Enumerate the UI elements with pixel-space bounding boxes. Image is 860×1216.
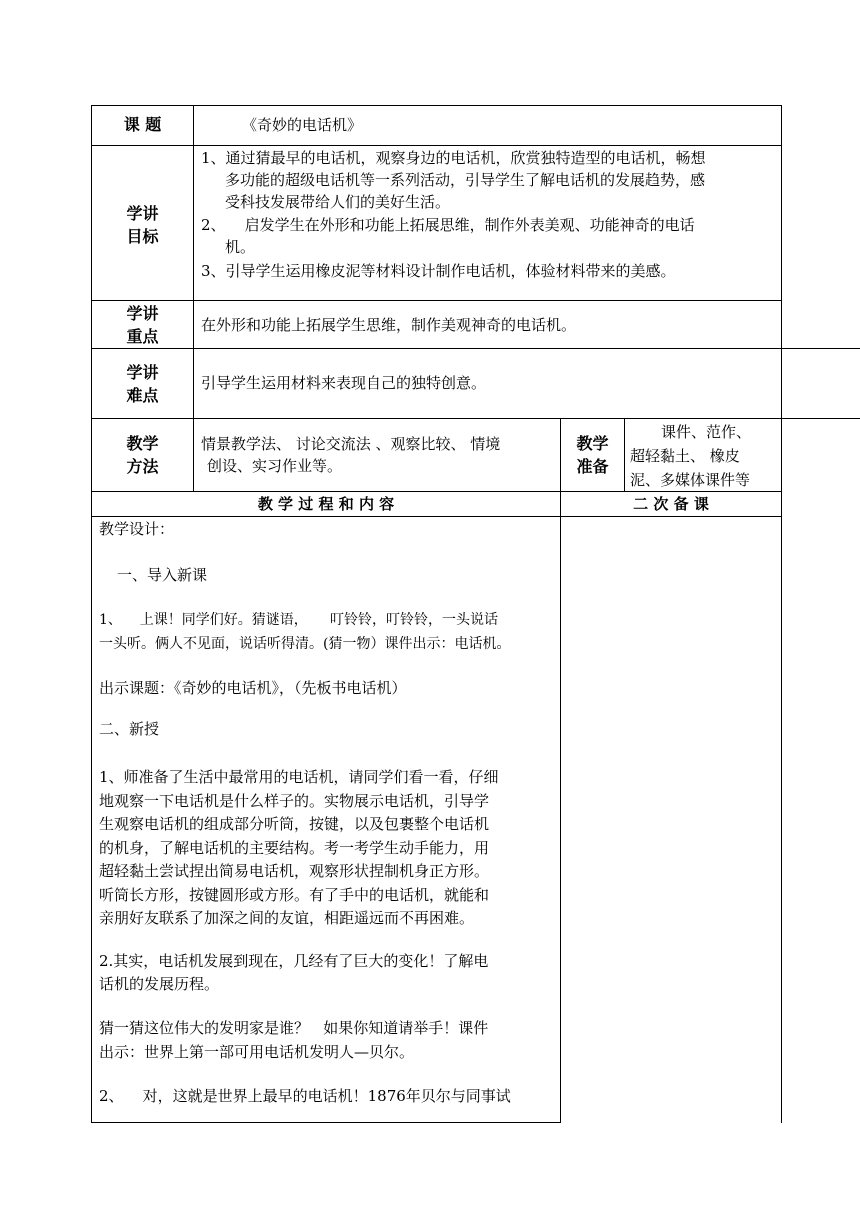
table-row-divider: [91, 516, 781, 517]
table-row-divider: [91, 418, 860, 419]
process-line: 2、 对，这就是世界上最早的电话机！1876年贝尔与同事试: [99, 1087, 511, 1105]
process-line: 听筒长方形，按键圆形或方形。有了手中的电话机，就能和: [99, 886, 490, 904]
objectives-line: 3、引导学生运用橡皮泥等材料设计制作电话机，体验材料带来的美感。: [201, 262, 676, 280]
table-border-top: [91, 105, 781, 106]
table-col-divider: [624, 418, 625, 492]
objectives-line: 2、 启发学生在外形和功能上拓展思维，制作外表美观、功能神奇的电话: [201, 216, 695, 234]
process-line: 一、导入新课: [117, 566, 208, 584]
prep-line: 超轻黏土、 橡皮: [630, 447, 740, 465]
methods-line: 情景教学法、 讨论交流法 、观察比较、 情境: [201, 435, 501, 453]
second-prep-heading: 二 次 备 课: [633, 495, 709, 513]
process-line: 教学设计：: [99, 520, 175, 538]
difficulties-label: 学讲 难点: [126, 363, 159, 405]
process-line: 亲朋好友联系了加深之间的友谊，相距遥远而不再困难。: [99, 909, 475, 927]
objectives-line: 机。: [225, 238, 256, 256]
prep-label: 教学 准备: [576, 434, 609, 476]
table-border-left: [91, 105, 92, 1123]
process-line: 一头听。俩人不见面，说话听得清。(猜一物）课件出示：电话机。: [99, 636, 511, 652]
process-line: 的机身，了解电话机的主要结构。考一考学生动手能力，用: [99, 839, 490, 857]
table-row-divider: [91, 300, 781, 301]
topic-label: 课 题: [123, 115, 162, 134]
process-line: 生观察电话机的组成部分听筒，按键，以及包裹整个电话机: [99, 815, 490, 833]
objectives-label: 学讲 目标: [126, 204, 159, 246]
process-line: 二、新授: [99, 720, 160, 738]
process-line: 地观察一下电话机是什么样子的。实物展示电话机，引导学: [99, 792, 490, 810]
table-col-divider: [193, 105, 194, 492]
objectives-line: 受科技发展带给人们的美好生活。: [225, 193, 451, 211]
process-line: 超轻黏土尝试捏出简易电话机，观察形状捏制机身正方形。: [99, 862, 490, 880]
process-line: 猜一猜这位伟大的发明家是谁？ 如果你知道请举手！课件: [99, 1019, 489, 1037]
objectives-line: 1、通过猜最早的电话机，观察身边的电话机，欣赏独特造型的电话机，畅想: [201, 149, 706, 167]
methods-label: 教学 方法: [126, 434, 159, 476]
objectives-line: 多功能的超级电话机等一系列活动，引导学生了解电话机的发展趋势，感: [225, 171, 706, 189]
key-points-label: 学讲 重点: [126, 304, 159, 346]
table-row-divider: [91, 145, 781, 146]
process-heading: 教 学 过 程 和 内 容: [257, 495, 395, 513]
process-line: 出示课题：《奇妙的电话机》，（先板书电话机）: [99, 679, 407, 697]
table-border-right: [781, 105, 782, 1123]
process-line: 出示：世界上第一部可用电话机发明人—贝尔。: [99, 1043, 415, 1061]
difficulties-text: 引导学生运用材料来表现自己的独特创意。: [201, 374, 487, 392]
table-row-divider: [91, 491, 781, 492]
topic-value: 《奇妙的电话机》: [242, 116, 363, 134]
process-line: 1、师准备了生活中最常用的电话机，请同学们看一看，仔细: [99, 768, 499, 786]
methods-line: 创设、实习作业等。: [207, 457, 343, 475]
table-border-bottom: [91, 1122, 560, 1123]
prep-line: 泥、多媒体课件等: [630, 471, 751, 489]
table-row-divider: [91, 348, 860, 349]
prep-line: 课件、范作、: [661, 423, 752, 441]
process-line: 2.其实，电话机发展到现在，几经有了巨大的变化！了解电: [99, 952, 489, 970]
key-points-text: 在外形和功能上拓展学生思维，制作美观神奇的电话机。: [201, 316, 577, 334]
process-line: 1、 上课！同学们好。猜谜语， 叮铃铃，叮铃铃，一头说话: [99, 612, 498, 628]
table-col-divider: [560, 418, 561, 1123]
process-line: 话机的发展历程。: [99, 975, 220, 993]
